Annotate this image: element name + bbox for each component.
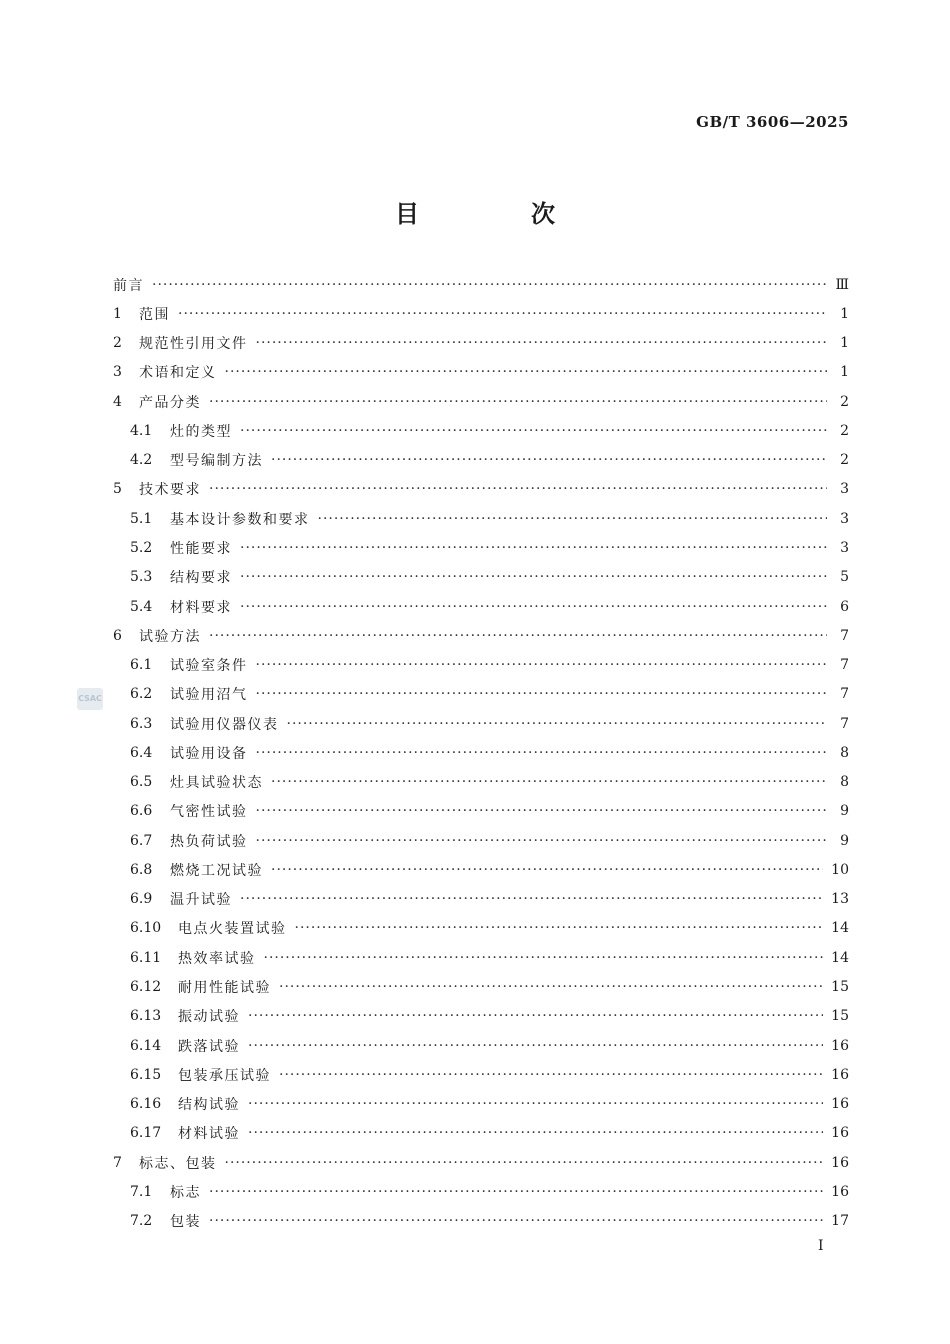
dot-leader: [248, 1125, 823, 1141]
toc-entry-page: 7: [840, 686, 849, 703]
toc-entry-label: 跌落试验: [178, 1038, 240, 1055]
toc-entry-page: 8: [840, 774, 849, 791]
toc-entry-page: 1: [840, 364, 849, 381]
toc-subentry[interactable]: [113, 592, 849, 621]
toc-entry-label: 结构要求: [170, 570, 232, 587]
toc-entry-page: 17: [831, 1213, 849, 1230]
toc-subentry[interactable]: [113, 855, 849, 884]
toc-entry-page: 6: [840, 598, 849, 615]
watermark-logo: CSAC: [77, 688, 103, 710]
toc-entry-number: 6.13: [130, 1008, 162, 1025]
toc-subentry[interactable]: [113, 533, 849, 562]
toc-subentry[interactable]: [113, 943, 849, 972]
toc-subentry[interactable]: [113, 972, 849, 1001]
toc-entry-page: Ⅲ: [835, 276, 849, 293]
toc-entry-page: 16: [831, 1066, 849, 1083]
toc-entry-page: 10: [831, 861, 849, 878]
toc-subentry[interactable]: [113, 1031, 849, 1060]
toc-entry-page: 2: [840, 393, 849, 410]
toc-entry-number: 4.1: [130, 422, 153, 439]
standard-number: GB/T 3606—2025: [696, 113, 849, 131]
toc-entry-page: 15: [831, 1008, 849, 1025]
dot-leader: [295, 920, 824, 936]
toc-subentry[interactable]: [113, 1089, 849, 1118]
toc-entry-page: 1: [840, 305, 849, 322]
toc-entry-number: 6.2: [130, 686, 153, 703]
toc-entry-label: 标志、包装: [139, 1155, 217, 1172]
toc-entry-foreword[interactable]: [113, 270, 849, 299]
dot-leader: [271, 452, 827, 468]
toc-entry-label: 规范性引用文件: [139, 336, 248, 353]
toc-entry-number: 6: [113, 627, 122, 644]
toc-entry-page: 3: [840, 481, 849, 498]
toc-entry-number: 6.4: [130, 744, 153, 761]
toc-entry-label: 结构试验: [178, 1097, 240, 1114]
dot-leader: [248, 1008, 823, 1024]
dot-leader: [209, 1184, 823, 1200]
toc-entry-label: 试验用沼气: [170, 687, 248, 704]
toc-entry-label: 热效率试验: [178, 950, 256, 967]
toc-entry-number: 2: [113, 335, 122, 352]
toc-subentry[interactable]: [113, 1177, 849, 1206]
toc-entry-label: 包装: [170, 1214, 201, 1231]
toc-entry-page: 7: [840, 657, 849, 674]
toc-entry-number: 6.5: [130, 774, 153, 791]
toc-entry-page: 16: [831, 1037, 849, 1054]
toc-entry[interactable]: [113, 358, 849, 387]
toc-entry-label: 燃烧工况试验: [170, 862, 263, 879]
toc-entry-label: 材料试验: [178, 1126, 240, 1143]
toc-entry-label: 试验用仪器仪表: [170, 716, 279, 733]
dot-leader: [264, 950, 824, 966]
toc-entry[interactable]: [113, 475, 849, 504]
toc-entry-page: 8: [840, 744, 849, 761]
dot-leader: [240, 891, 823, 907]
toc-entry-page: 15: [831, 979, 849, 995]
toc-entry-page: 16: [831, 1096, 849, 1113]
toc-entry-page: 9: [840, 832, 849, 849]
dot-leader: [318, 511, 828, 527]
toc-entry-label: 范围: [139, 306, 170, 323]
dot-leader: [256, 335, 828, 351]
dot-leader: [248, 1096, 823, 1112]
toc-entry[interactable]: [113, 1148, 849, 1177]
toc-entry-page: 7: [840, 627, 849, 644]
toc-entry-page: 5: [840, 569, 849, 586]
toc-entry-number: 6.8: [130, 861, 153, 878]
toc-entry-number: 7.1: [130, 1183, 153, 1200]
toc-entry-label: 材料要求: [170, 599, 232, 616]
toc-entry-page: 16: [831, 1183, 849, 1200]
toc-entry-label: 气密性试验: [170, 804, 248, 821]
toc-title: 目 次: [395, 199, 599, 228]
toc-entry-label: 试验用设备: [170, 745, 248, 762]
toc-entry-number: 7: [113, 1154, 122, 1171]
dot-leader: [225, 364, 828, 380]
toc-subentry[interactable]: [113, 826, 849, 855]
toc-entry-label: 性能要求: [170, 541, 232, 558]
toc-subentry[interactable]: [113, 709, 849, 738]
toc-entry-number: 6.1: [130, 657, 153, 674]
toc-entry-label: 型号编制方法: [170, 453, 263, 470]
toc-subentry[interactable]: [113, 1119, 849, 1148]
dot-leader: [152, 277, 827, 293]
toc-entry-number: 6.12: [130, 979, 162, 995]
dot-leader: [279, 1067, 823, 1083]
toc-entry-number: 6.10: [130, 920, 162, 937]
toc-entry-page: 16: [831, 1125, 849, 1142]
toc-entry-number: 4.2: [130, 452, 153, 469]
toc-entry-page: 7: [840, 715, 849, 732]
toc-entry-number: 5: [113, 481, 122, 498]
toc-entry-number: 5.1: [130, 510, 153, 527]
toc-entry-number: 7.2: [130, 1213, 153, 1230]
dot-leader: [240, 569, 827, 585]
toc-entry-number: 6.6: [130, 803, 153, 820]
toc-entry-page: 14: [831, 920, 849, 937]
toc-entry-number: 6.9: [130, 891, 153, 908]
toc-entry[interactable]: [113, 299, 849, 328]
toc-entry-page: 3: [840, 510, 849, 527]
dot-leader: [256, 686, 828, 702]
toc-entry-number: 5.4: [130, 598, 153, 615]
toc-entry-label: 灶的类型: [170, 423, 232, 440]
dot-leader: [256, 745, 828, 761]
toc-entry[interactable]: [113, 329, 849, 358]
toc-subentry[interactable]: [113, 1060, 849, 1089]
toc-entry-label: 热负荷试验: [170, 833, 248, 850]
toc-entry-label: 包装承压试验: [178, 1067, 271, 1084]
dot-leader: [287, 716, 828, 732]
page-number: Ⅰ: [818, 1238, 824, 1254]
dot-leader: [256, 657, 828, 673]
toc-entry-label: 基本设计参数和要求: [170, 511, 310, 528]
toc-subentry[interactable]: [113, 914, 849, 943]
toc-entry-page: 9: [840, 803, 849, 820]
toc-entry-page: 14: [831, 949, 849, 966]
dot-leader: [271, 862, 823, 878]
dot-leader: [256, 833, 828, 849]
dot-leader: [209, 394, 827, 410]
toc-entry-label: 电点火装置试验: [178, 921, 287, 938]
toc-subentry[interactable]: [113, 563, 849, 592]
toc-entry-number: 6.3: [130, 715, 153, 732]
dot-leader: [209, 1213, 823, 1229]
toc-entry-label: 标志: [170, 1184, 201, 1201]
toc-entry-page: 13: [831, 891, 849, 908]
toc-entry-label: 试验室条件: [170, 658, 248, 675]
table-of-contents: [113, 270, 849, 1236]
dot-leader: [240, 540, 827, 556]
dot-leader: [209, 628, 827, 644]
toc-subentry[interactable]: [113, 680, 849, 709]
toc-subentry[interactable]: [113, 416, 849, 445]
toc-entry-number: 6.16: [130, 1096, 162, 1113]
toc-entry-label: 耐用性能试验: [178, 980, 271, 996]
dot-leader: [225, 1155, 824, 1171]
toc-entry-label: 灶具试验状态: [170, 775, 263, 792]
toc-entry-label: 振动试验: [178, 1009, 240, 1026]
toc-entry-number: 3: [113, 364, 122, 381]
dot-leader: [248, 1038, 823, 1054]
toc-subentry[interactable]: [113, 504, 849, 533]
toc-entry-label: 产品分类: [139, 394, 201, 411]
toc-entry-label: 温升试验: [170, 892, 232, 909]
toc-subentry[interactable]: [113, 1207, 849, 1236]
toc-entry-number: 5.3: [130, 569, 153, 586]
toc-entry-label: 技术要求: [139, 482, 201, 499]
toc-entry-label: 前言: [113, 277, 144, 294]
dot-leader: [240, 599, 827, 615]
dot-leader: [240, 423, 827, 439]
toc-subentry[interactable]: [113, 738, 849, 767]
toc-subentry[interactable]: [113, 885, 849, 914]
toc-entry-number: 6.7: [130, 832, 153, 849]
toc-entry-label: 术语和定义: [139, 365, 217, 382]
toc-entry-number: 6.11: [130, 949, 162, 966]
toc-entry-page: 2: [840, 422, 849, 439]
toc-subentry[interactable]: [113, 1002, 849, 1031]
toc-entry-page: 16: [831, 1154, 849, 1171]
toc-subentry[interactable]: [113, 768, 849, 797]
toc-entry-label: 试验方法: [139, 628, 201, 645]
dot-leader: [271, 774, 827, 790]
toc-subentry[interactable]: [113, 650, 849, 679]
toc-subentry[interactable]: [113, 797, 849, 826]
toc-entry-number: 1: [113, 305, 122, 322]
toc-entry-number: 5.2: [130, 540, 153, 557]
toc-entry-number: 4: [113, 393, 122, 410]
toc-entry-page: 3: [840, 540, 849, 557]
toc-entry-number: 6.17: [130, 1125, 162, 1142]
dot-leader: [279, 979, 823, 995]
toc-entry-number: 6.14: [130, 1037, 162, 1054]
toc-entry[interactable]: [113, 621, 849, 650]
toc-entry-page: 1: [840, 335, 849, 352]
dot-leader: [256, 803, 828, 819]
toc-entry[interactable]: [113, 387, 849, 416]
toc-subentry[interactable]: [113, 446, 849, 475]
toc-entry-number: 6.15: [130, 1066, 162, 1083]
toc-entry-page: 2: [840, 452, 849, 469]
dot-leader: [178, 306, 827, 322]
dot-leader: [209, 481, 827, 497]
